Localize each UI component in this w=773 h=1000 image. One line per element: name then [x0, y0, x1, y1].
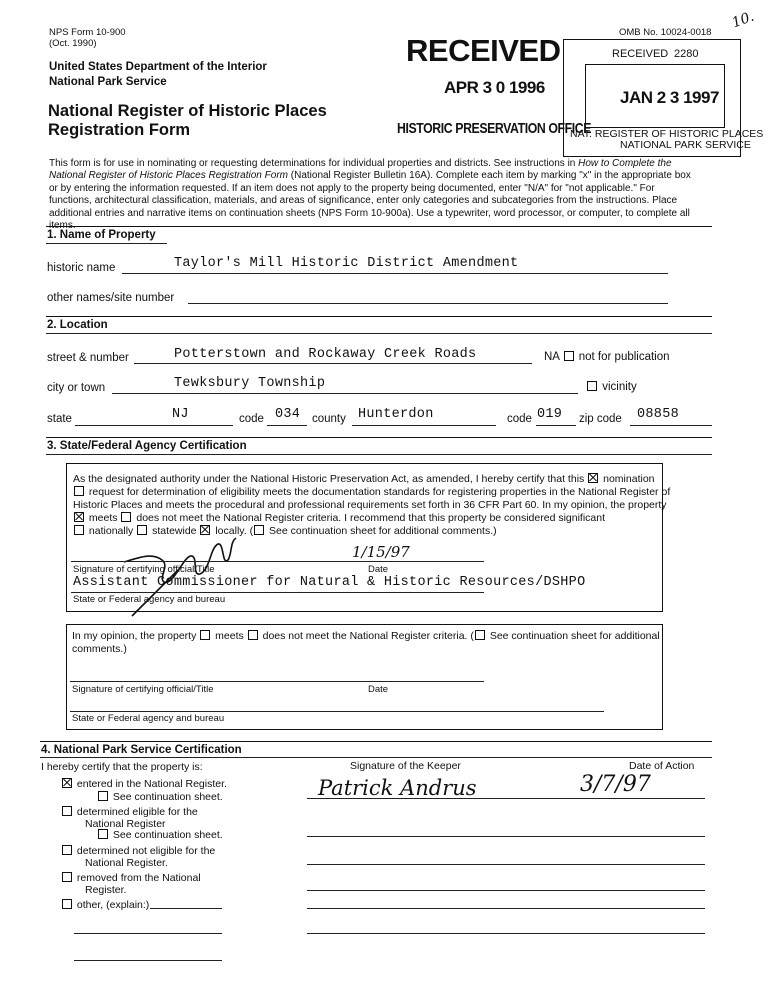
not-eligible-option: determined not eligible for the — [61, 845, 215, 857]
zip-label: zip code — [579, 413, 622, 425]
nps-received-number: 2280 — [674, 48, 699, 60]
received-date-stamp: APR 3 0 1996 — [444, 78, 545, 97]
cert-line5: nationally statewide locally. ( See continuation sheet for additional comments.) — [73, 525, 497, 537]
action-date-value: 3/7/97 — [580, 772, 651, 797]
county-label: county — [312, 413, 346, 425]
eligible-option-line2: National Register — [85, 818, 166, 830]
section1-top-rule — [46, 226, 712, 227]
not-eligible-option-line2: National Register. — [85, 857, 168, 869]
section4-heading-underline — [40, 757, 712, 758]
section4-top-rule — [40, 741, 712, 742]
vicinity[interactable]: vicinity — [586, 381, 637, 393]
state-code-line — [267, 425, 307, 426]
keeper-line-4 — [307, 890, 705, 891]
section2-heading: 2. Location — [47, 319, 108, 331]
nps-received-date: JAN 2 3 1997 — [620, 88, 719, 107]
entered-continuation: See continuation sheet. — [97, 791, 223, 803]
street-value[interactable]: Potterstown and Rockaway Creek Roads — [174, 347, 477, 362]
section4-heading: 4. National Park Service Certification — [41, 744, 242, 756]
section3-heading-underline — [46, 454, 712, 455]
historic-name-value[interactable]: Taylor's Mill Historic District Amendment — [174, 256, 519, 271]
county-code-line — [536, 425, 576, 426]
nps-stamp-line2: NATIONAL PARK SERVICE — [620, 139, 751, 151]
cert-line4: meets does not meet the National Register criteria. I recommend that this property be considered significant — [73, 512, 605, 524]
form-title-line1: National Register of Historic Places — [48, 102, 327, 120]
section1-heading: 1. Name of Property — [47, 229, 156, 241]
section3-top-rule — [46, 437, 712, 438]
eligible-checkbox[interactable] — [62, 806, 72, 816]
county-value[interactable]: Hunterdon — [358, 407, 434, 422]
zip-line — [630, 425, 712, 426]
corner-mark: 10. — [729, 8, 757, 32]
opinion-does-not-meet-checkbox[interactable] — [248, 630, 258, 640]
entered-checkbox[interactable] — [62, 778, 72, 788]
state-value[interactable]: NJ — [172, 407, 189, 422]
vicinity-checkbox[interactable] — [587, 381, 597, 391]
other-explain-line[interactable] — [150, 908, 222, 909]
other-explain-line-3[interactable] — [74, 960, 222, 961]
entered-continuation-checkbox[interactable] — [98, 791, 108, 801]
not-for-publication[interactable]: NA not for publication — [544, 351, 670, 363]
city-value[interactable]: Tewksbury Township — [174, 376, 326, 391]
eligible-continuation: See continuation sheet. — [97, 829, 223, 841]
opinion-agency-label: State or Federal agency and bureau — [72, 713, 225, 724]
cert-line1: As the designated authority under the National Historic Preservation Act, as amended, I hereby certify that this nomination — [73, 473, 655, 485]
section1-heading-underline — [46, 243, 167, 244]
section2-top-rule — [46, 316, 712, 317]
section2-heading-underline — [46, 333, 712, 334]
not-eligible-checkbox[interactable] — [62, 845, 72, 855]
eligible-continuation-checkbox[interactable] — [98, 829, 108, 839]
state-code-value[interactable]: 034 — [275, 407, 301, 422]
keeper-line-3 — [307, 864, 705, 865]
entered-option: entered in the National Register. — [61, 778, 227, 790]
opinion-meets-checkbox[interactable] — [200, 630, 210, 640]
nps-stamp-line1: NAT. REGISTER OF HISTORIC PLACES — [570, 128, 764, 140]
does-not-meet-checkbox[interactable] — [121, 512, 131, 522]
signature-date-label: Date — [368, 564, 389, 575]
zip-value[interactable]: 08858 — [637, 407, 680, 422]
opinion-line1: In my opinion, the property meets does not meet the National Register criteria. ( See continuation sheet for additional — [72, 630, 660, 642]
state-line — [75, 425, 233, 426]
meets-checkbox[interactable] — [74, 512, 84, 522]
nomination-checkbox[interactable] — [588, 473, 598, 483]
street-label: street & number — [47, 352, 129, 364]
other-explain-line-2[interactable] — [74, 933, 222, 934]
opinion-signature-label: Signature of certifying official/Title — [72, 684, 214, 695]
nps-certify-text: I hereby certify that the property is: — [41, 761, 203, 773]
signature-label: Signature of certifying official/Title — [73, 564, 215, 575]
other-checkbox[interactable] — [62, 899, 72, 909]
other-names-label: other names/site number — [47, 292, 175, 304]
department: United States Department of the Interior — [49, 61, 267, 73]
instructions-paragraph: This form is for use in nominating or requesting determinations for individual properties and districts. See instructions in How to Complete the National Register of Historic Places Registration Form (National Register Bulletin 16A). Complete each item by marking "x" in the appropriate box or by entering the information requested. If an item does not apply to the property being documented, enter "N/A" for "not applicable." For functions, architectural classification, materials, and areas of significance, enter only categories and subcategories from the instructions. Place additional entries and narrative items on continuation sheets (NPS Form 10-900a). Use a typewriter, word processor, or computer, to complete all items. — [49, 158, 691, 232]
action-date-label: Date of Action — [629, 760, 695, 772]
city-line — [112, 393, 578, 394]
state-code-label: code — [239, 413, 264, 425]
service: National Park Service — [49, 76, 167, 88]
opinion-line2: comments.) — [72, 643, 127, 655]
removed-checkbox[interactable] — [62, 872, 72, 882]
other-names-line — [188, 303, 668, 304]
other-option: other, (explain:) — [61, 899, 149, 911]
cert-line2: request for determination of eligibility meets the documentation standards for registering properties in the National Register of — [73, 486, 670, 498]
keeper-label: Signature of the Keeper — [350, 760, 461, 772]
agency-label: State or Federal agency and bureau — [73, 594, 226, 605]
form-number: NPS Form 10-900 — [49, 27, 126, 38]
cert-line3: Historic Places and meets the procedural and professional requirements set forth in 36 CFR Part 60. In my opinion, the property — [73, 499, 667, 511]
not-for-publication-checkbox[interactable] — [564, 351, 574, 361]
form-title-line2: Registration Form — [48, 121, 191, 139]
county-line — [352, 425, 496, 426]
city-label: city or town — [47, 382, 106, 394]
opinion-date-label: Date — [368, 684, 389, 695]
hpo-stamp: HISTORIC PRESERVATION OFFICE — [397, 120, 592, 137]
keeper-line-5 — [307, 908, 705, 909]
keeper-line-2 — [307, 836, 705, 837]
county-code-value[interactable]: 019 — [537, 407, 563, 422]
keeper-signature: Patrick Andrus — [318, 776, 477, 800]
historic-name-label: historic name — [47, 262, 116, 274]
official-title-value[interactable]: Assistant Commissioner for Natural & Historic Resources/DSHPO — [73, 575, 586, 590]
removed-option-line2: Register. — [85, 884, 127, 896]
agency-line — [71, 592, 484, 593]
continuation-checkbox[interactable] — [254, 525, 264, 535]
omb-number: OMB No. 10024-0018 — [619, 27, 712, 38]
historic-name-line — [122, 273, 668, 274]
opinion-agency-line — [70, 711, 604, 712]
section3-heading: 3. State/Federal Agency Certification — [47, 440, 247, 452]
signature-date: 1/15/97 — [352, 543, 410, 561]
keeper-line-1 — [307, 798, 705, 799]
opinion-signature-line — [70, 681, 484, 682]
eligible-option: determined eligible for the — [61, 806, 198, 818]
opinion-continuation-checkbox[interactable] — [475, 630, 485, 640]
state-label: state — [47, 413, 72, 425]
street-line — [134, 363, 532, 364]
removed-option: removed from the National — [61, 872, 201, 884]
nps-received-label: RECEIVED — [612, 48, 669, 60]
form-date: (Oct. 1990) — [49, 38, 97, 49]
nationally-checkbox[interactable] — [74, 525, 84, 535]
signature-line — [71, 561, 484, 562]
received-stamp: RECEIVED — [406, 33, 561, 68]
request-determination-checkbox[interactable] — [74, 486, 84, 496]
county-code-label: code — [507, 413, 532, 425]
keeper-line-6 — [307, 933, 705, 934]
